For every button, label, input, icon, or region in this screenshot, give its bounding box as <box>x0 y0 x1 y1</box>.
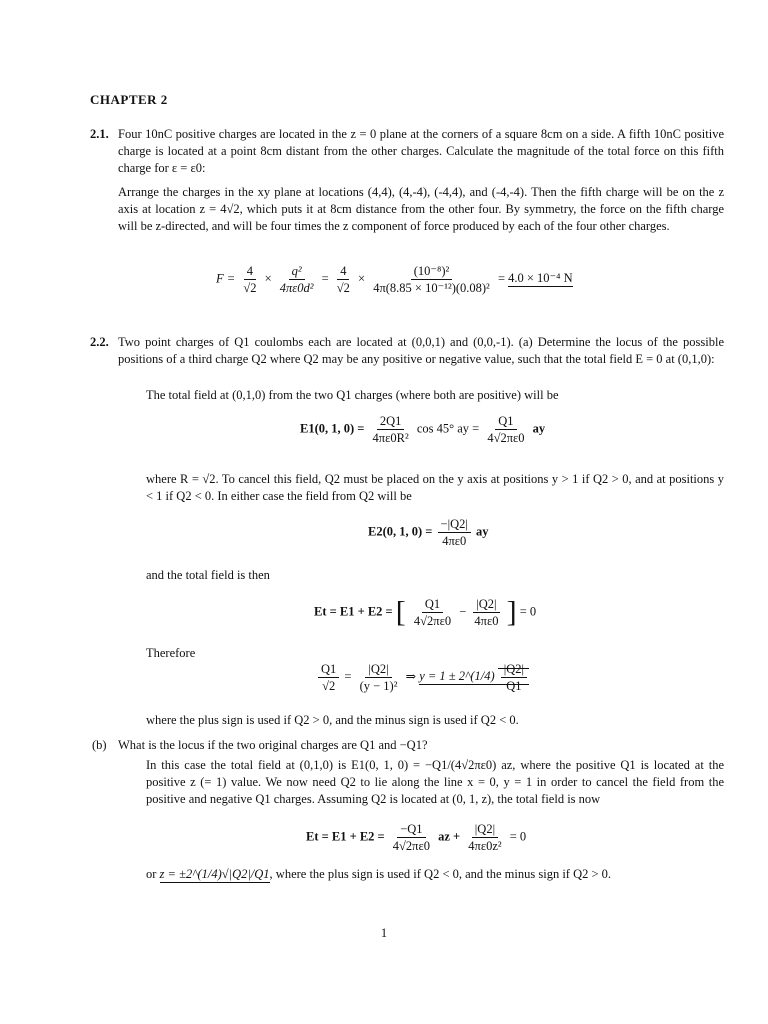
eq-frac-den: 4√2πε0 <box>487 431 525 445</box>
eq-frac-num: 4 <box>337 264 349 280</box>
equation-e2 <box>368 517 489 548</box>
eq-frac-num: −Q1 <box>397 822 425 838</box>
eq-rhs: = 0 <box>519 604 537 619</box>
eq-frac-den: 4πε0d² <box>279 281 314 295</box>
eq-frac-num: Q1 <box>318 662 339 678</box>
text-sign-note: where the plus sign is used if Q2 > 0, and the minus sign is used if Q2 < 0. <box>146 713 519 727</box>
eq-frac-num: |Q2| <box>472 822 498 838</box>
eq-equals: = <box>344 669 352 684</box>
eq-frac-den: 4πε0 <box>442 534 467 548</box>
problem-number-2-1: 2.1. <box>90 127 109 141</box>
eq-frac-num: 2Q1 <box>377 414 405 430</box>
part-b-question: What is the locus if the two original charges are Q1 and −Q1? <box>118 738 428 752</box>
eq-frac-den: Q1 <box>506 679 522 693</box>
problem-2-2-question: Two point charges of Q1 coulombs each are located at (0,0,1) and (0,0,-1). (a) Determine the locus of the possible positions of a third charge Q2 where Q2 may be any positive or negative value, such that the total field E = 0 at (0,1,0): <box>118 335 724 366</box>
bracket-right: ] <box>506 595 517 629</box>
equation-e1 <box>300 414 545 445</box>
eq-frac-num: |Q2| <box>365 662 391 678</box>
result-suffix: , where the plus sign is used if Q2 < 0, and the minus sign if Q2 > 0. <box>269 867 612 881</box>
eq-lhs: Et = E1 + E2 = <box>314 604 393 619</box>
page-number: 1 <box>380 926 388 940</box>
eq-frac-num: |Q2| <box>473 597 499 613</box>
eq-lhs: E1(0, 1, 0) = <box>300 421 365 436</box>
eq-tail: ay <box>532 421 546 436</box>
eq-frac-num: Q1 <box>495 414 516 430</box>
eq-frac-num: |Q2| <box>501 662 527 678</box>
eq-mid: cos 45° ay = <box>416 421 480 436</box>
eq-equals: = <box>321 271 329 286</box>
eq-frac-den: 4πε0 <box>474 614 499 628</box>
eq-arrow: ⇒ <box>405 669 417 684</box>
eq-frac-den: 4√2πε0 <box>392 839 430 853</box>
sqrt-expression <box>498 662 529 693</box>
equation-e3 <box>314 597 536 628</box>
text-total-then: and the total field is then <box>146 568 270 582</box>
eq-frac-num: −|Q2| <box>438 517 471 533</box>
eq-lhs: E2(0, 1, 0) = <box>368 524 433 539</box>
eq-frac-den: 4πε0R² <box>372 431 409 445</box>
equation-force <box>216 264 573 295</box>
eq-mid: az + <box>438 829 461 844</box>
equation-e4 <box>316 662 529 693</box>
eq-result: 4.0 × 10⁻⁴ N <box>508 271 573 286</box>
problem-2-1-question: Four 10nC positive charges are located in the z = 0 plane at the corners of a square 8cm on a side. A fifth 10nC positive charge is located at a point 8cm distant from the other charges. Calculate the magnitude of the total force on this fifth charge for ε = ε0: <box>118 127 724 175</box>
text-cancel-field: where R = √2. To cancel this field, Q2 must be placed on the y axis at positions y > 1 if Q2 > 0, and at positions y < 1 if Q2 < 0. In either case the field from Q2 will be <box>146 472 724 503</box>
problem-number-2-2: 2.2. <box>90 335 109 349</box>
equation-e5 <box>306 822 526 853</box>
eq-frac-den: √2 <box>243 281 257 295</box>
eq-times: × <box>264 271 272 286</box>
text-therefore: Therefore <box>146 646 196 660</box>
eq-minus: − <box>459 604 467 619</box>
eq-result <box>419 662 529 693</box>
part-b-result: z = ±2^(1/4)√|Q2|/Q1 <box>159 867 270 881</box>
eq-equals: = <box>497 271 505 286</box>
chapter-title: CHAPTER 2 <box>90 92 168 107</box>
eq-lhs: F = <box>216 271 236 286</box>
eq-frac-den: 4πε0z² <box>468 839 502 853</box>
eq-result-lhs: y = 1 ± 2^(1/4) <box>419 669 495 684</box>
eq-frac-num: Q1 <box>422 597 443 613</box>
eq-frac-num: q² <box>289 264 305 280</box>
eq-lhs: Et = E1 + E2 = <box>306 829 385 844</box>
part-b-result-line <box>146 866 736 883</box>
bracket-left: [ <box>395 595 406 629</box>
eq-frac-num: 4 <box>244 264 256 280</box>
eq-rhs: = 0 <box>509 829 527 844</box>
eq-times: × <box>358 271 366 286</box>
eq-tail: ay <box>476 524 489 539</box>
part-b-text: In this case the total field at (0,1,0) is E1(0, 1, 0) = −Q1/(4√2πε0) az, where the positive Q1 is located at the positive z (= 1) value. We now need Q2 to lie along the line x = 0, y = 1 in order to cancel the field from the positive and negative Q1 charges. Assuming Q2 is located at (0, 1, z), the total field is now <box>146 758 724 806</box>
problem-2-1-answer: Arrange the charges in the xy plane at locations (4,4), (4,-4), (-4,4), and (-4,-4). Then the fifth charge will be on the z axis at location z = 4√2, which puts it at 8cm distance from the other four. By symmetry, the force on the fifth charge will be z-directed, and will be four times the z component of force produced by each of the four other charges. <box>118 185 724 233</box>
eq-frac-den: (y − 1)² <box>359 679 398 693</box>
result-prefix: or <box>146 867 157 881</box>
eq-frac-den: √2 <box>322 679 336 693</box>
part-b-label: (b) <box>92 738 107 752</box>
eq-frac-den: 4√2πε0 <box>413 614 452 628</box>
eq-frac-den: 4π(8.85 × 10⁻¹²)(0.08)² <box>373 281 490 295</box>
eq-frac-num: (10⁻⁸)² <box>411 264 453 280</box>
text-total-field: The total field at (0,1,0) from the two Q1 charges (where both are positive) will be <box>146 388 559 402</box>
eq-frac-den: √2 <box>336 281 350 295</box>
